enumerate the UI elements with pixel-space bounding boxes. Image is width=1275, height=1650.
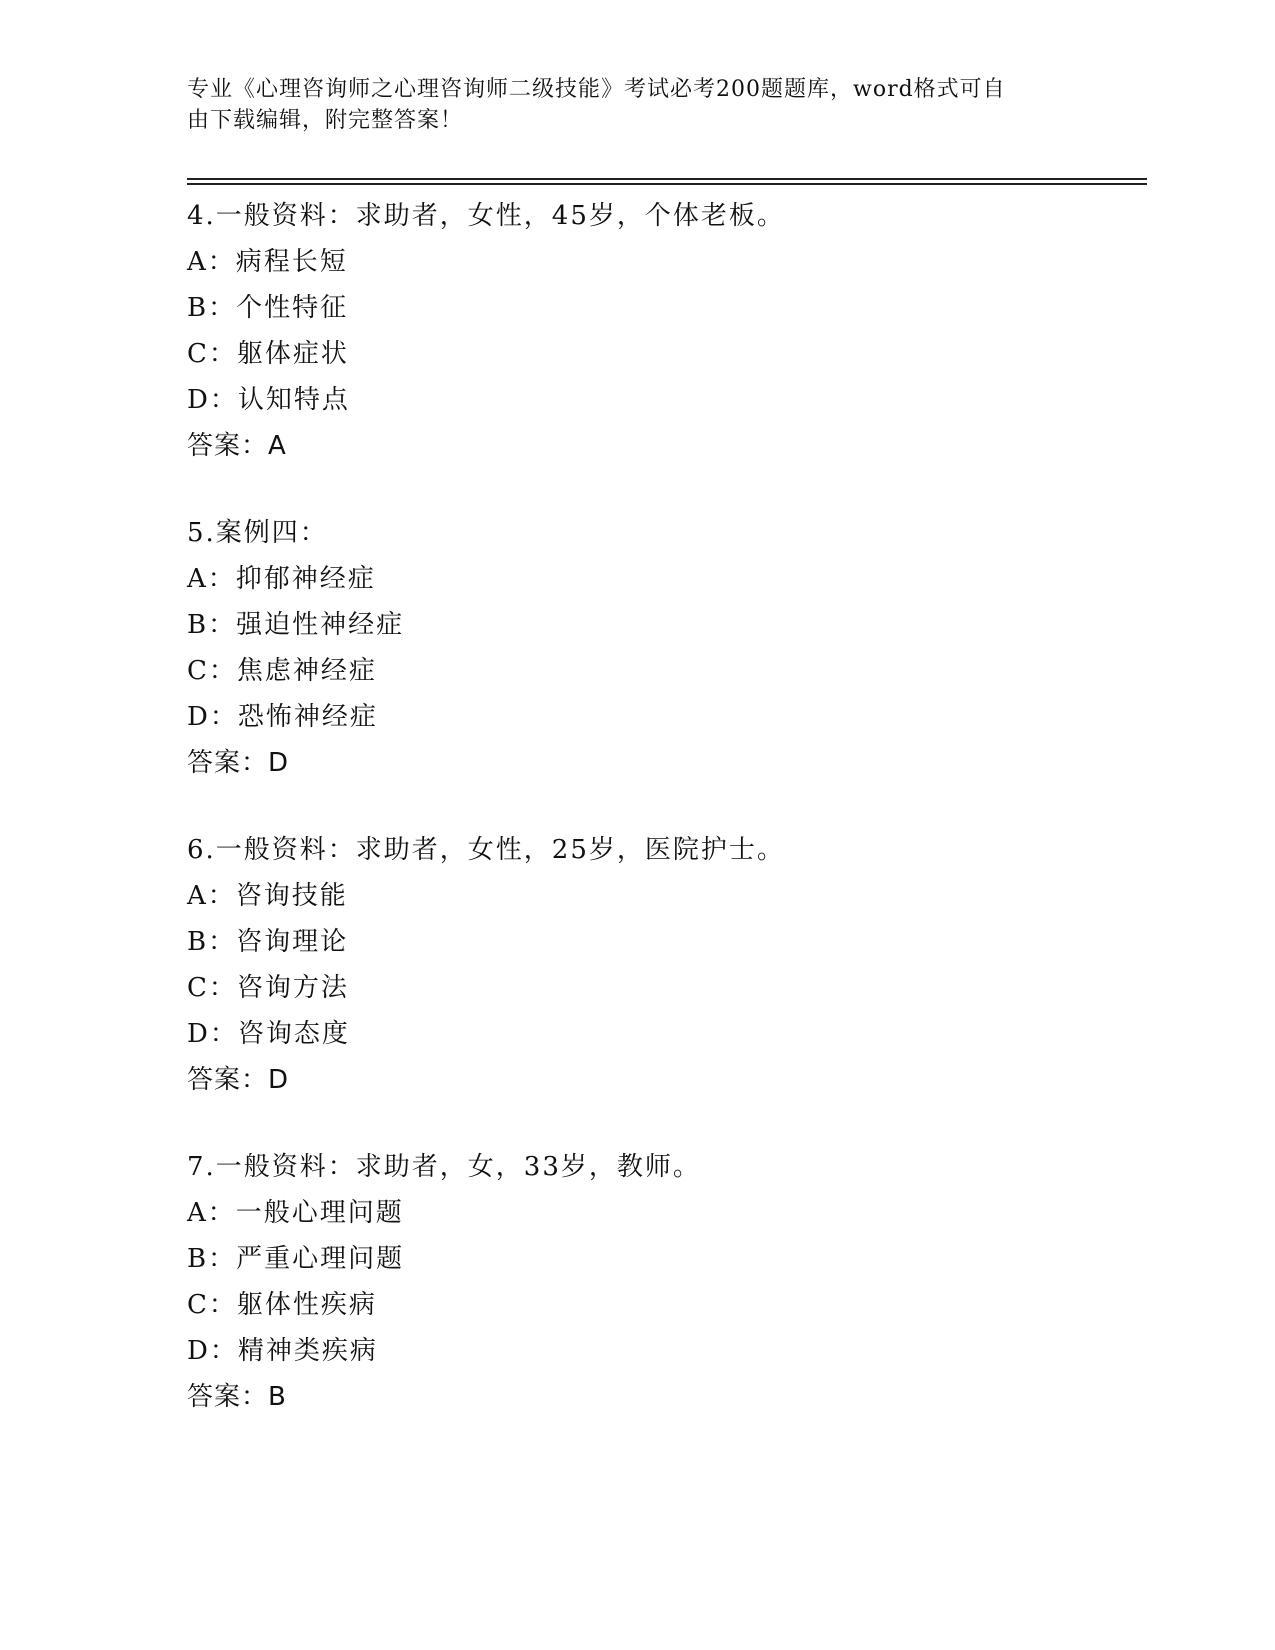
header-divider-bottom [187, 183, 1147, 185]
option-d: D：认知特点 [187, 385, 350, 415]
option-a: A：一般心理问题 [187, 1198, 404, 1228]
header-line-1: 专业《心理咨询师之心理咨询师二级技能》考试必考200题题库，word格式可自 [187, 77, 1006, 102]
option-c: C：焦虑神经症 [187, 656, 377, 686]
option-c: C：咨询方法 [187, 973, 349, 1003]
answer-text: 答案：D [187, 748, 290, 778]
option-d: D：恐怖神经症 [187, 702, 378, 732]
option-b: B：严重心理问题 [187, 1244, 405, 1274]
question-stem: 4.一般资料：求助者，女性，45岁，个体老板。 [187, 201, 785, 231]
question-item [187, 1144, 1147, 1461]
question-item [187, 827, 1147, 1144]
option-a: A：抑郁神经症 [187, 564, 376, 594]
question-item [187, 193, 1147, 510]
question-item [187, 510, 1147, 827]
option-c: C：躯体症状 [187, 339, 349, 369]
option-a: A：病程长短 [187, 247, 348, 277]
question-stem: 6.一般资料：求助者，女性，25岁，医院护士。 [187, 835, 785, 865]
answer-text: 答案：A [187, 431, 287, 461]
option-b: B：个性特征 [187, 293, 349, 323]
header-line-2: 由下载编辑，附完整答案！ [187, 108, 464, 133]
answer-text: 答案：B [187, 1382, 287, 1412]
option-b: B：强迫性神经症 [187, 610, 405, 640]
option-a: A：咨询技能 [187, 881, 348, 911]
option-c: C：躯体性疾病 [187, 1290, 377, 1320]
question-list [187, 193, 1147, 1461]
header-divider-top [187, 178, 1147, 180]
option-d: D：精神类疾病 [187, 1336, 378, 1366]
document-header [187, 74, 1067, 136]
option-b: B：咨询理论 [187, 927, 349, 957]
question-stem: 7.一般资料：求助者，女，33岁，教师。 [187, 1152, 701, 1182]
option-d: D：咨询态度 [187, 1019, 350, 1049]
answer-text: 答案：D [187, 1065, 290, 1095]
question-stem: 5.案例四： [187, 518, 328, 548]
